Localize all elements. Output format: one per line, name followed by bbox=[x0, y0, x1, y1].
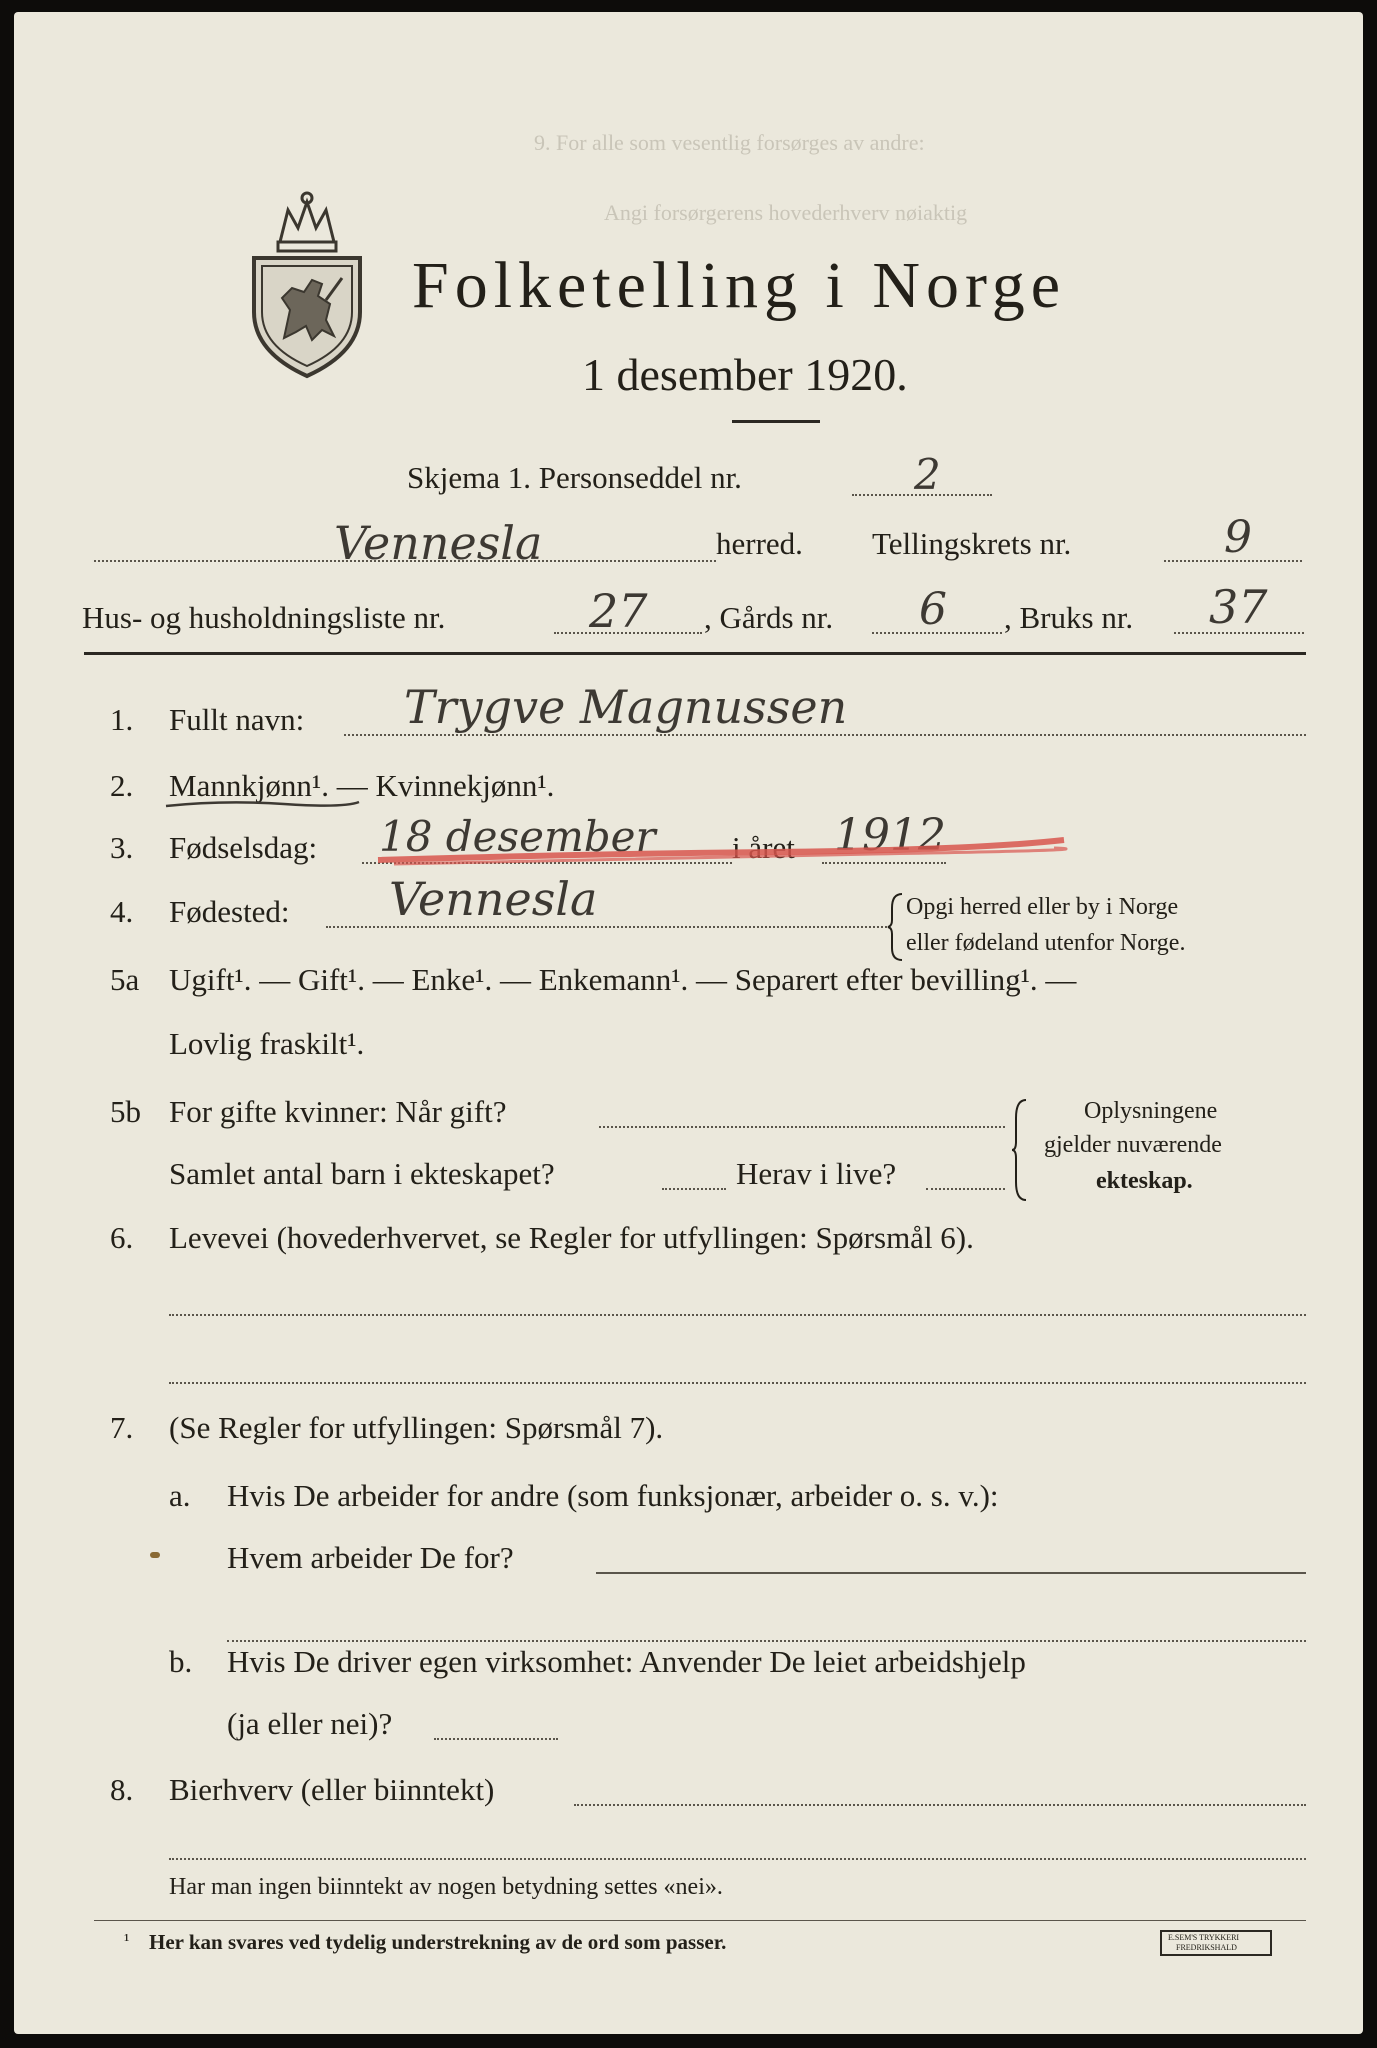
q5b-alive-label: Herav i live? bbox=[736, 1156, 897, 1191]
gards-nr-value: 6 bbox=[919, 584, 947, 635]
q2-gender-options: Mannkjønn¹. — Kvinnekjønn¹. bbox=[169, 768, 555, 803]
gards-label: , Gårds nr. bbox=[704, 600, 834, 635]
census-date: 1 desember 1920. bbox=[582, 349, 908, 400]
husholdningsliste-label: Hus- og husholdningsliste nr. bbox=[82, 600, 446, 635]
bleed-through-line: 9. For alle som vesentlig forsørges av andre: bbox=[534, 130, 925, 155]
full-name-field[interactable] bbox=[344, 734, 1306, 736]
q1-label: Fullt navn: bbox=[169, 702, 305, 737]
footnote-text: Her kan svares ved tydelig understrekning av de ord som passer. bbox=[149, 1930, 727, 1954]
q7a-employer-label: Hvem arbeider De for? bbox=[227, 1540, 514, 1575]
q7a-question: Hvis De arbeider for andre (som funksjonær, arbeider o. s. v.): bbox=[227, 1478, 999, 1513]
herred-value: Vennesla bbox=[334, 516, 543, 570]
occupation-field-line1[interactable] bbox=[169, 1314, 1306, 1316]
q5b-children-label: Samlet antal barn i ekteskapet? bbox=[169, 1156, 555, 1191]
census-form-page bbox=[14, 12, 1363, 2034]
employer-field-line2[interactable] bbox=[227, 1640, 1306, 1642]
tellingskrets-nr-value: 9 bbox=[1224, 512, 1252, 563]
employer-field[interactable] bbox=[596, 1572, 1306, 1574]
q5a-marital-options-cont: Lovlig fraskilt¹. bbox=[169, 1026, 365, 1061]
q5b-when-married-label: For gifte kvinner: Når gift? bbox=[169, 1094, 507, 1129]
title-divider bbox=[732, 420, 820, 423]
q5a-number: 5a bbox=[110, 962, 140, 997]
personseddel-nr-value: 2 bbox=[914, 450, 941, 499]
year-label: i året bbox=[732, 830, 795, 865]
skjema-label: Skjema 1. Personseddel nr. bbox=[407, 460, 742, 495]
birth-year-value: 1912 bbox=[834, 810, 946, 861]
q3-number: 3. bbox=[110, 830, 134, 865]
bleed-through-line: Angi forsørgerens hovederhverv nøiaktig bbox=[604, 200, 968, 225]
q3-label: Fødselsdag: bbox=[169, 830, 318, 865]
q8-label: Bierhverv (eller biinntekt) bbox=[169, 1772, 495, 1807]
birthplace-note-line2: eller fødeland utenfor Norge. bbox=[906, 930, 1186, 956]
tellingskrets-label: Tellingskrets nr. bbox=[872, 526, 1072, 561]
birthday-value: 18 desember bbox=[379, 812, 656, 861]
q7a-letter: a. bbox=[169, 1478, 191, 1513]
side-income-field[interactable] bbox=[574, 1804, 1306, 1806]
brace-mark bbox=[886, 892, 906, 962]
q7-label: (Se Regler for utfyllingen: Spørsmål 7). bbox=[169, 1410, 664, 1445]
occupation-field-line2[interactable] bbox=[169, 1382, 1306, 1384]
q8-number: 8. bbox=[110, 1772, 134, 1807]
full-name-value: Trygve Magnussen bbox=[404, 680, 848, 734]
q7b-hired-help-label: (ja eller nei)? bbox=[227, 1706, 393, 1741]
footnote-rule bbox=[94, 1920, 1306, 1921]
underline-mark bbox=[164, 794, 364, 814]
marriage-note-line2: gjelder nuværende bbox=[1044, 1132, 1222, 1158]
red-pencil-strike bbox=[374, 832, 1074, 872]
q2-number: 2. bbox=[110, 768, 134, 803]
bruks-nr-value: 37 bbox=[1209, 580, 1268, 634]
printer-stamp-line2: FREDRIKSHALD bbox=[1176, 1943, 1237, 1952]
children-count-field[interactable] bbox=[662, 1188, 726, 1190]
q7-number: 7. bbox=[110, 1410, 134, 1445]
bruks-label: , Bruks nr. bbox=[1004, 600, 1134, 635]
herred-label: herred. bbox=[716, 526, 803, 561]
side-income-note: Har man ingen biinntekt av nogen betydning settes «nei». bbox=[169, 1874, 723, 1900]
printer-stamp-line1: E.SEM'S TRYKKERI bbox=[1168, 1933, 1240, 1942]
printer-stamp bbox=[1160, 1930, 1272, 1956]
footnote-mark: ¹ bbox=[124, 1930, 130, 1950]
coat-of-arms-logo bbox=[242, 180, 372, 380]
q5a-marital-options: Ugift¹. — Gift¹. — Enke¹. — Enkemann¹. — Separert efter bevilling¹. — bbox=[169, 962, 1077, 997]
husholdningsliste-nr-value: 27 bbox=[589, 584, 648, 638]
birthplace-value: Vennesla bbox=[389, 872, 598, 926]
q4-label: Fødested: bbox=[169, 894, 290, 929]
form-title: Folketelling i Norge bbox=[412, 249, 1067, 322]
side-income-field-line2[interactable] bbox=[169, 1858, 1306, 1860]
when-married-field[interactable] bbox=[599, 1126, 1005, 1128]
q7b-letter: b. bbox=[169, 1644, 193, 1679]
ink-blot bbox=[150, 1552, 160, 1558]
birthplace-field[interactable] bbox=[326, 926, 890, 928]
birthplace-note-line1: Opgi herred eller by i Norge bbox=[906, 894, 1179, 920]
hired-help-field[interactable] bbox=[434, 1738, 558, 1740]
q6-label: Levevei (hovederhvervet, se Regler for utfyllingen: Spørsmål 6). bbox=[169, 1220, 974, 1255]
q5b-number: 5b bbox=[110, 1094, 141, 1129]
children-alive-field[interactable] bbox=[926, 1188, 1005, 1190]
q7b-question: Hvis De driver egen virksomhet: Anvender De leiet arbeidshjelp bbox=[227, 1644, 1026, 1679]
q1-number: 1. bbox=[110, 702, 134, 737]
q6-number: 6. bbox=[110, 1220, 134, 1255]
header-rule bbox=[84, 652, 1306, 655]
brace-mark bbox=[1010, 1098, 1030, 1202]
marriage-note-line3: ekteskap. bbox=[1096, 1168, 1193, 1194]
q4-number: 4. bbox=[110, 894, 134, 929]
marriage-note-line1: Oplysningene bbox=[1084, 1098, 1218, 1124]
